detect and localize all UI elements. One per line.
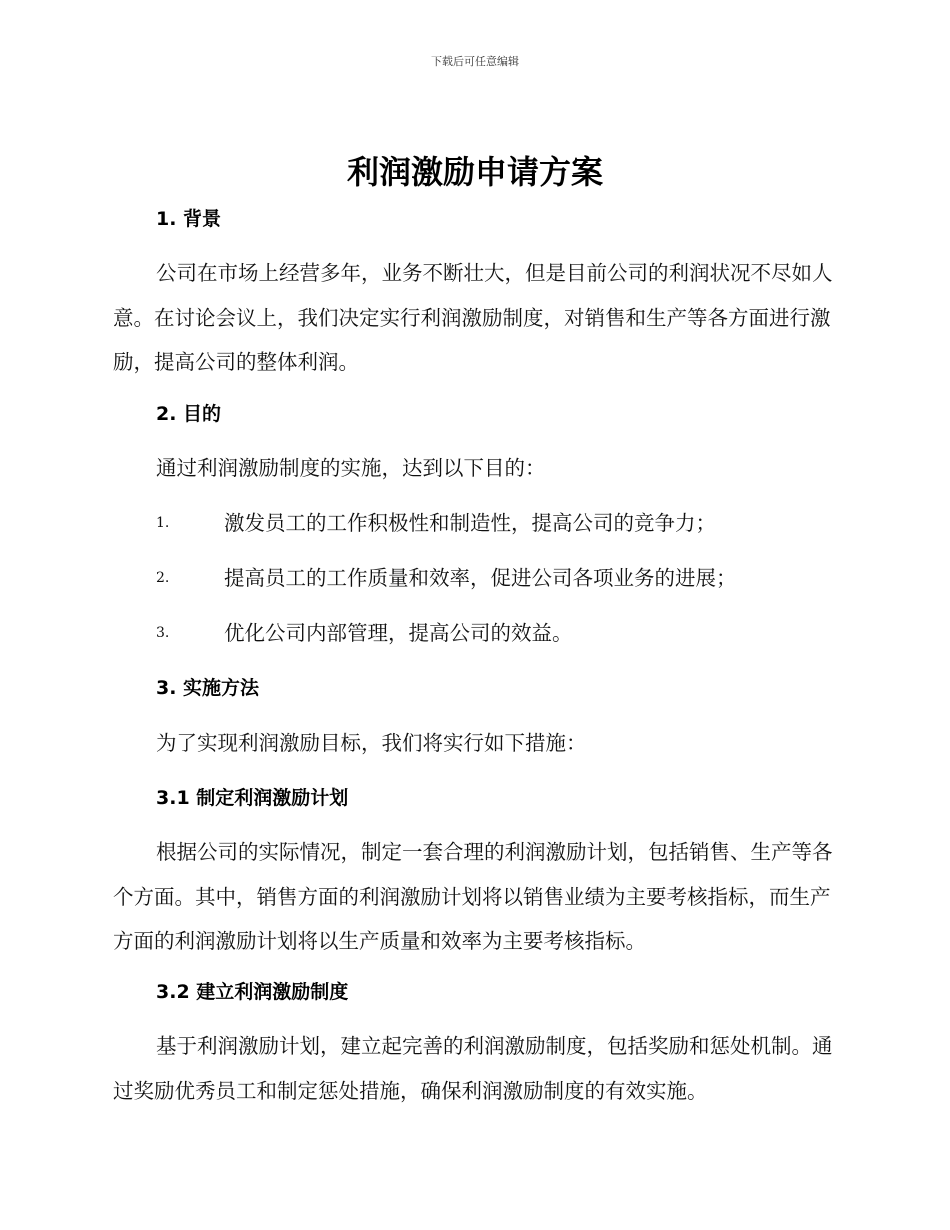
list-item-number: 2. (156, 570, 170, 586)
section-heading-method: 3. 实施方法 (156, 677, 260, 699)
list-item-number: 3. (156, 625, 170, 641)
system-paragraph: 基于利润激励计划，建立起完善的利润激励制度，包括奖励和惩处机制。通过奖励优秀员工和制定惩处措施，确保利润激励制度的有效实施。 (113, 1034, 833, 1103)
purpose-intro: 通过利润激励制度的实施，达到以下目的： (156, 456, 546, 480)
document-title: 利润激励申请方案 (346, 153, 603, 191)
background-paragraph: 公司在市场上经营多年，业务不断壮大，但是目前公司的利润状况不尽如人意。在讨论会议上，我们决定实行利润激励制度，对销售和生产等各方面进行激励，提高公司的整体利润。 (113, 261, 833, 374)
subsection-heading-plan: 3.1 制定利润激励计划 (156, 787, 349, 809)
list-item-text: 激发员工的工作积极性和制造性，提高公司的竞争力； (224, 511, 716, 535)
section-heading-purpose: 2. 目的 (156, 403, 222, 425)
plan-paragraph: 根据公司的实际情况，制定一套合理的利润激励计划，包括销售、生产等各个方面。其中，销售方面的利润激励计划将以销售业绩为主要考核指标，而生产方面的利润激励计划将以生产质量和效率为主要考核指标。 (113, 840, 833, 953)
list-item-text: 优化公司内部管理，提高公司的效益。 (224, 621, 573, 645)
page-header-note: 下载后可任意编辑 (431, 55, 519, 68)
method-intro: 为了实现利润激励目标，我们将实行如下措施： (156, 731, 587, 755)
list-item-number: 1. (156, 515, 170, 531)
subsection-heading-system: 3.2 建立利润激励制度 (156, 981, 349, 1003)
list-item-text: 提高员工的工作质量和效率，促进公司各项业务的进展； (224, 566, 737, 590)
section-heading-background: 1. 背景 (156, 208, 222, 230)
